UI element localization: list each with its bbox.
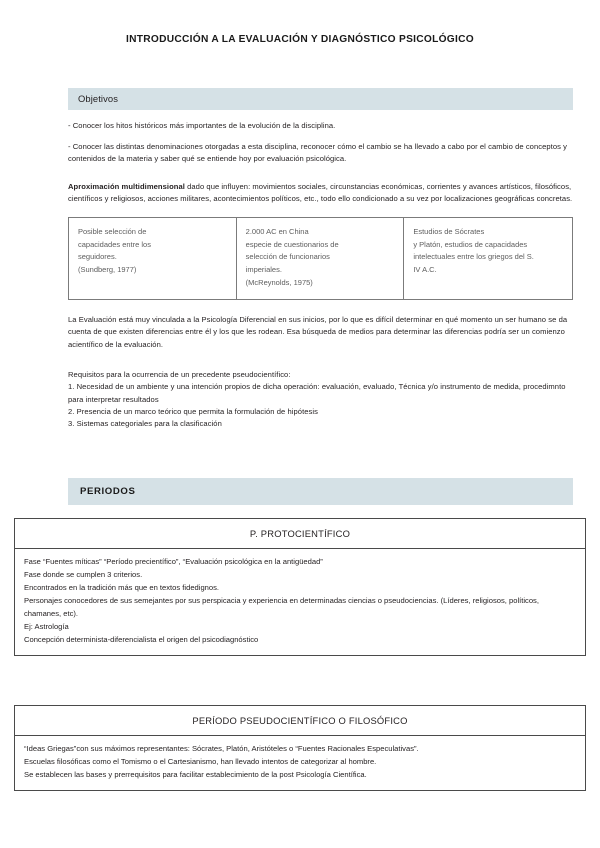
requisitos-intro: Requisitos para la ocurrencia de un precedente pseudocientífico: <box>68 370 291 380</box>
period-line: Fase “Fuentes míticas” “Período precientífico”, “Evaluación psicológica en la antigüedad” <box>24 557 323 566</box>
antecedentes-table <box>68 217 573 300</box>
aproximacion-lead: Aproximación multidimensional <box>68 182 185 192</box>
period-line: Se establecen las bases y prerrequisitos para facilitar establecimiento de la post Psicología Científica. <box>24 770 367 780</box>
table-cell-line: Estudios de Sócrates <box>413 227 485 237</box>
period-line: Concepción determinista-diferencialista el origen del psicodiagnóstico <box>24 635 259 645</box>
table-cell-socrates <box>404 218 572 299</box>
table-cell-line: 2.000 AC en China <box>245 227 309 237</box>
period-box-protocientifico <box>14 518 586 656</box>
table-cell-line: (Sundberg, 1977) <box>78 264 137 274</box>
aproximacion-text: dado que influyen: movimientos sociales, circunstancias económicas, corrientes y avances artísticos, filosóficos, científicos y religiosos, acciones militares, acontecimientos políticos, etc., todo ello condicionado a su vez por localizaciones geográficas concretas. <box>68 182 573 204</box>
requisitos-item-3: 3. Sistemas categoriales para la clasificación <box>68 419 222 429</box>
requisitos-item-2: 2. Presencia de un marco teórico que permita la formulación de hipótesis <box>68 406 318 416</box>
period-line: Encontrados en la tradición más que en textos fidedignos. <box>24 583 220 593</box>
period-box-heading: P. PROTOCIENTÍFICO <box>15 519 585 549</box>
periodos-heading: PERIODOS <box>68 478 573 505</box>
document-body <box>68 88 573 431</box>
period-box-content <box>15 549 585 655</box>
evaluacion-paragraph: La Evaluación está muy vinculada a la Psicología Diferencial en sus inicios, por lo que es difícil determinar en qué momento un ser humano se da cuenta de que existen diferencias entre él y los que les rodean. Esa búsqueda de medios para determinar las diferencias podría ser un comienzo acientífico de la evaluación. <box>68 315 568 349</box>
period-line: Escuelas filosóficas como el Tomismo o el Cartesianismo, han llevado intentos de categorizar al hombre. <box>24 757 377 767</box>
table-cell-line: imperiales. <box>245 264 282 274</box>
period-box-heading: PERÍODO PSEUDOCIENTÍFICO O FILOSÓFICO <box>15 706 585 736</box>
table-cell-china <box>237 218 405 299</box>
table-cell-line: selección de funcionarios <box>245 252 330 262</box>
requisitos-item-1: 1. Necesidad de un ambiente y una intención propios de dicha operación: evaluación, evaluado, Técnica y/o instrumento de medida, procedimnto para interpretar resultados <box>68 382 566 404</box>
period-line: Fase donde se cumplen 3 criterios. <box>24 570 143 580</box>
period-box-pseudocientifico <box>14 705 586 791</box>
objetivos-heading: Objetivos <box>68 88 573 110</box>
table-cell-line: intelectuales entre los griegos del S. <box>413 252 534 262</box>
table-cell-line: seguidores. <box>78 252 117 262</box>
table-cell-line: capacidades entre los <box>78 239 151 249</box>
table-cell-line: especie de cuestionarios de <box>245 239 339 249</box>
period-line: “Ideas Griegas”con sus máximos representantes: Sócrates, Platón, Aristóteles o “Fuentes Racionales Especulativas”. <box>24 744 419 753</box>
period-box-content <box>15 736 585 790</box>
table-cell-line: y Platón, estudios de capacidades <box>413 239 528 249</box>
aproximacion-paragraph <box>68 181 573 205</box>
table-cell-line: IV A.C. <box>413 264 437 274</box>
period-line: Ej: Astrología <box>24 622 69 632</box>
page-title: INTRODUCCIÓN A LA EVALUACIÓN Y DIAGNÓSTICO PSICOLÓGICO <box>126 34 474 45</box>
objetivos-bullet-1: - Conocer los hitos históricos más importantes de la evolución de la disciplina. <box>68 121 336 131</box>
table-cell-line: (McReynolds, 1975) <box>245 277 313 287</box>
objetivos-bullet-2: - Conocer las distintas denominaciones otorgadas a esta disciplina, reconocer cómo el cambio se ha llevado a cabo por el cambio de conceptos y contenidos de la materia y saber qué se entiende hoy por evaluación psicológica. <box>68 141 568 163</box>
period-line: Personajes conocedores de sus semejantes por sus perspicacia y experiencia en determinadas ciencias o pseudociencias. (Líderes, religiosos, políticos, chamanes, etc). <box>24 596 539 619</box>
table-cell-sundberg <box>69 218 237 299</box>
table-cell-line: Posible selección de <box>78 227 147 237</box>
